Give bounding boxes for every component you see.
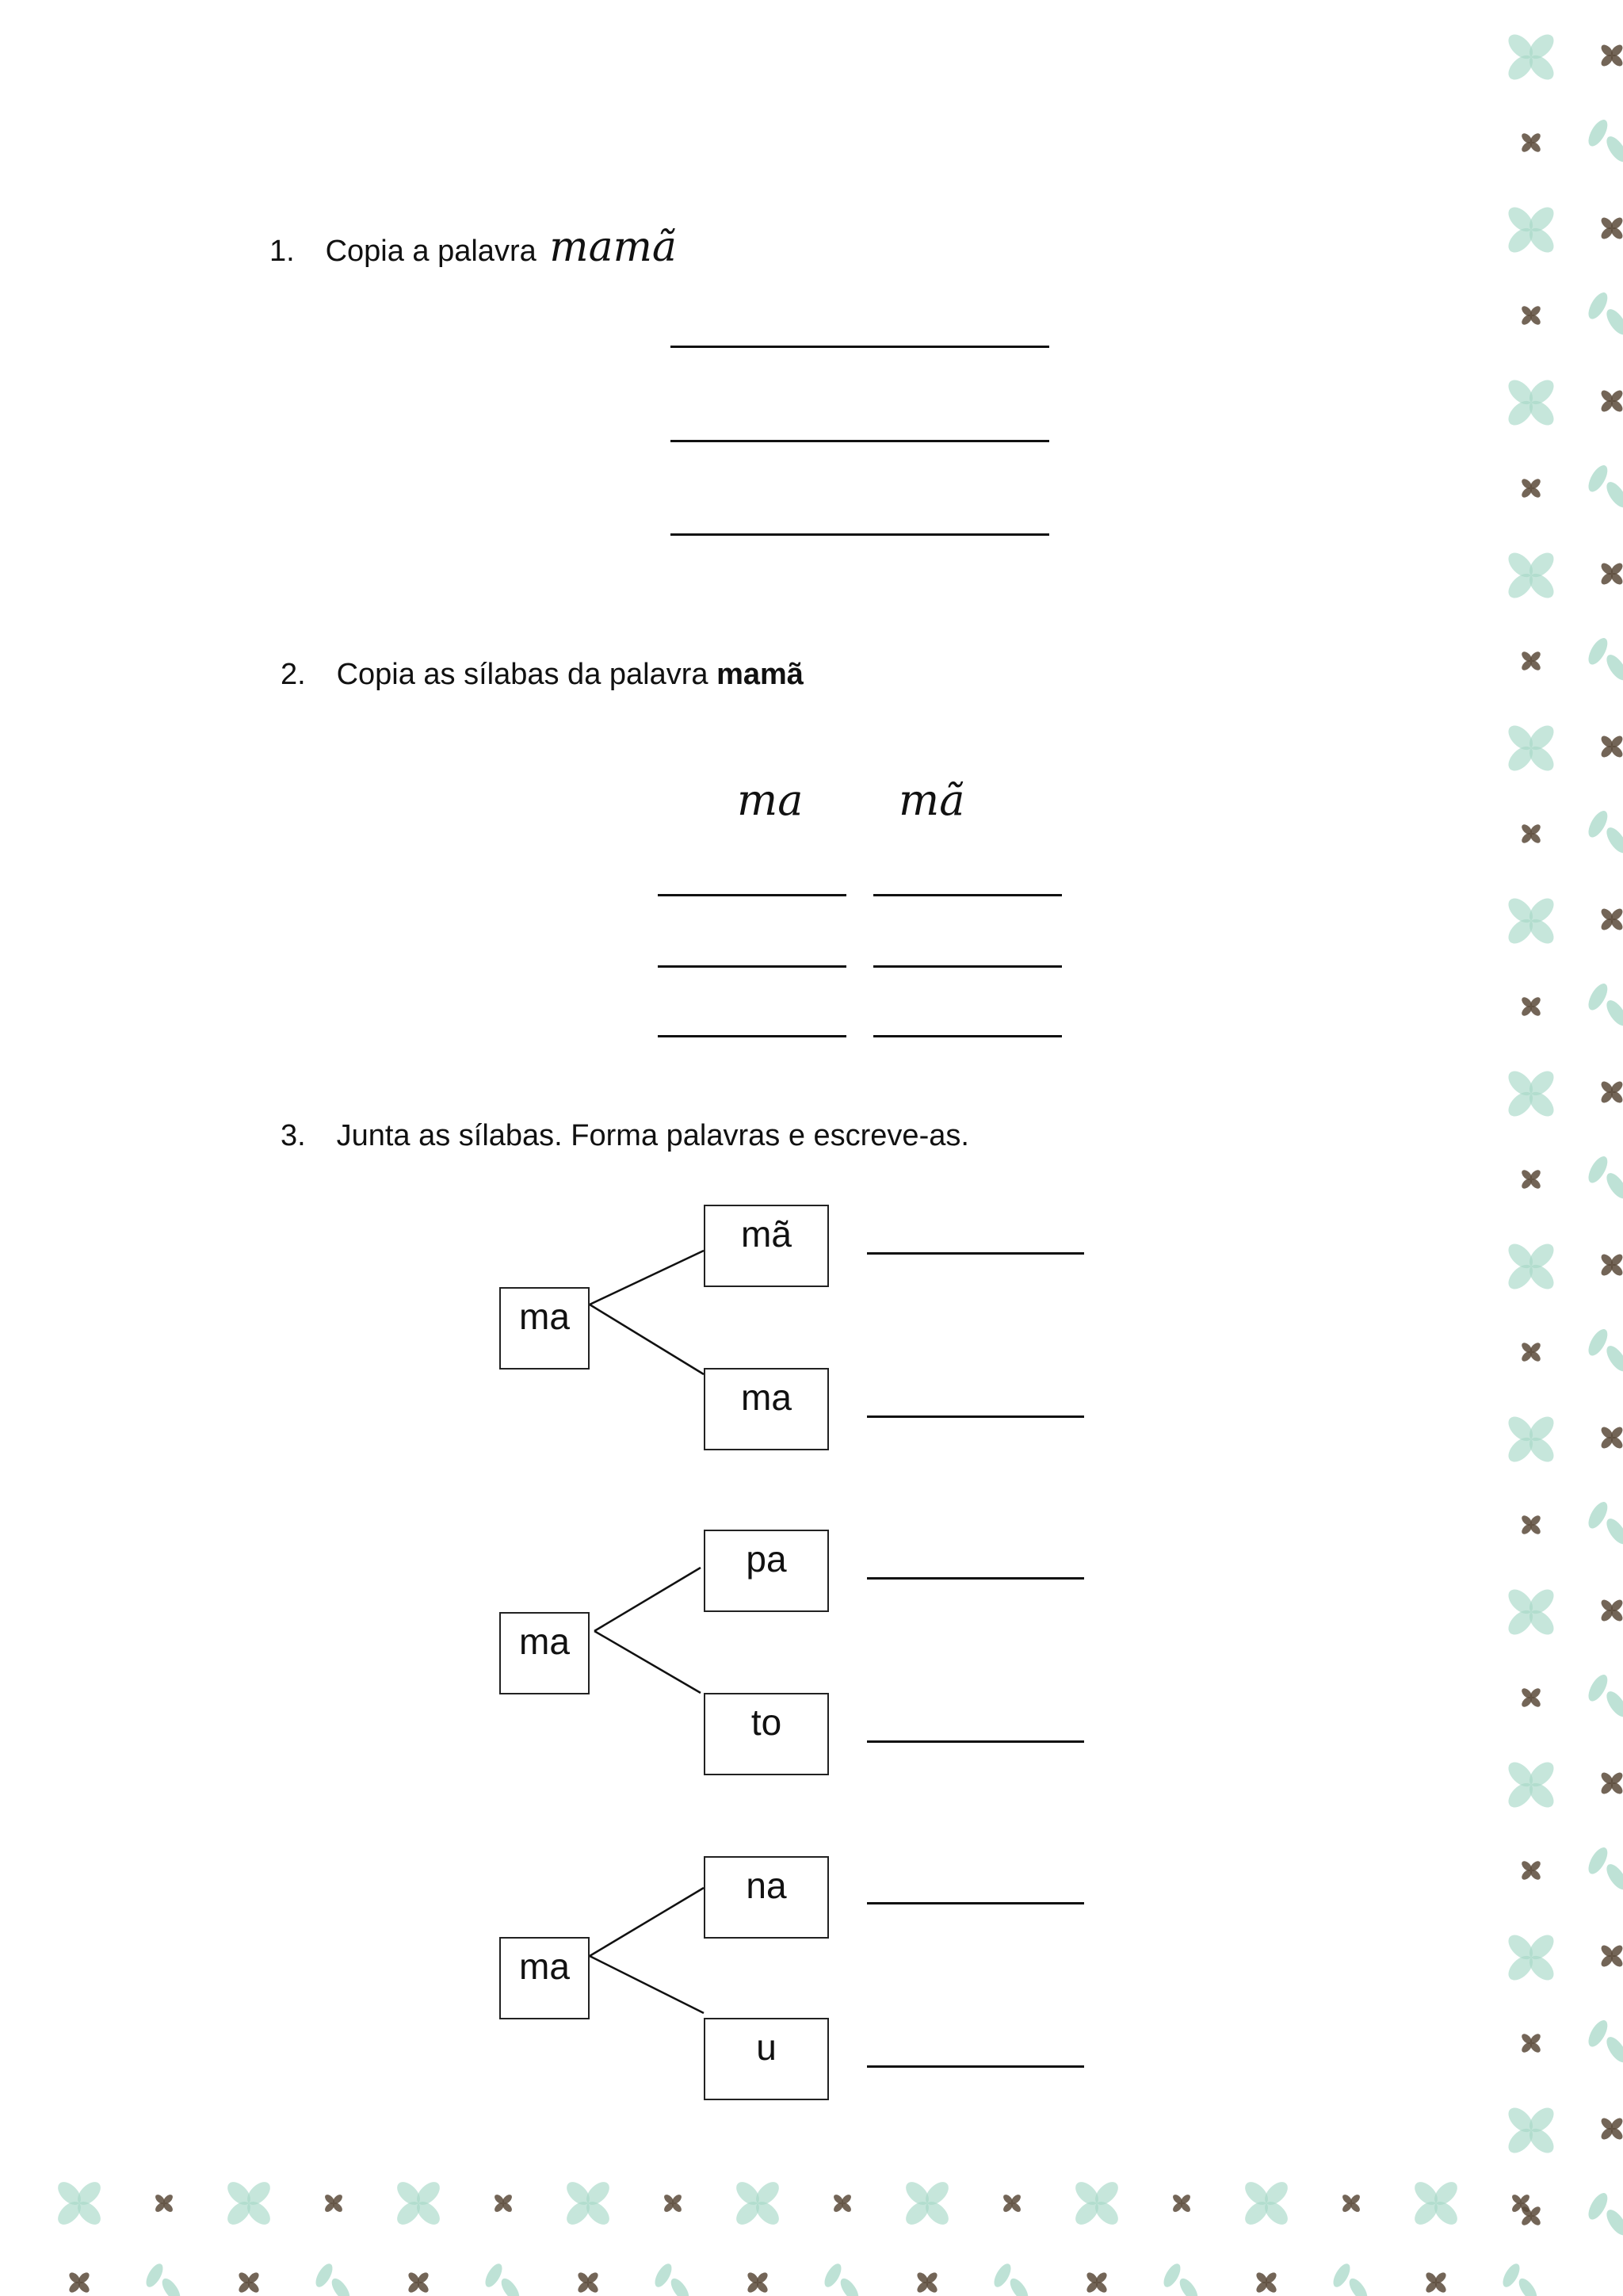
four-petal-flower-icon bbox=[1520, 823, 1542, 845]
leaf-sprig-icon bbox=[1585, 117, 1623, 165]
four-petal-flower-icon bbox=[915, 2271, 939, 2294]
leaf-sprig-icon bbox=[312, 2261, 353, 2296]
answer-line[interactable] bbox=[867, 1577, 1084, 1580]
writing-line[interactable] bbox=[658, 965, 846, 968]
question-2 bbox=[281, 658, 804, 692]
four-petal-flower-icon bbox=[663, 2193, 683, 2214]
leaf-sprig-icon bbox=[1585, 1671, 1623, 1720]
leaf-sprig-icon bbox=[991, 2261, 1031, 2296]
four-petal-flower-icon bbox=[1520, 2032, 1542, 2054]
four-petal-flower-icon bbox=[1520, 1341, 1542, 1363]
four-petal-flower-icon bbox=[1071, 2178, 1122, 2229]
four-petal-flower-icon bbox=[1504, 2103, 1558, 2157]
root-syllable-box: ma bbox=[499, 1612, 590, 1694]
four-petal-flower-icon bbox=[154, 2193, 174, 2214]
four-petal-flower-icon bbox=[1599, 1771, 1623, 1796]
four-petal-flower-icon bbox=[1520, 304, 1542, 327]
leaf-sprig-icon bbox=[1585, 1326, 1623, 1374]
writing-line[interactable] bbox=[873, 1035, 1062, 1037]
four-petal-flower-icon bbox=[1504, 1240, 1558, 1293]
four-petal-flower-icon bbox=[1504, 894, 1558, 948]
four-petal-flower-icon bbox=[1171, 2193, 1192, 2214]
leaf-sprig-icon bbox=[1585, 462, 1623, 510]
answer-line[interactable] bbox=[867, 2065, 1084, 2068]
four-petal-flower-icon bbox=[576, 2271, 600, 2294]
four-petal-flower-icon bbox=[1510, 2193, 1531, 2214]
four-petal-flower-icon bbox=[1599, 561, 1623, 586]
question-1-word: mamã bbox=[549, 223, 677, 271]
four-petal-flower-icon bbox=[832, 2193, 853, 2214]
question-3-number: 3. bbox=[281, 1119, 306, 1152]
question-3-text: Junta as sílabas. Forma palavras e escreve-as. bbox=[336, 1119, 969, 1152]
writing-line[interactable] bbox=[658, 1035, 846, 1037]
writing-line[interactable] bbox=[873, 894, 1062, 896]
four-petal-flower-icon bbox=[1520, 650, 1542, 672]
four-petal-flower-icon bbox=[1520, 1514, 1542, 1536]
four-petal-flower-icon bbox=[1002, 2193, 1022, 2214]
leaf-sprig-icon bbox=[1499, 2261, 1540, 2296]
leaf-sprig-icon bbox=[1330, 2261, 1370, 2296]
branch-syllable-box: u bbox=[704, 2018, 829, 2100]
four-petal-flower-icon bbox=[1254, 2271, 1278, 2294]
four-petal-flower-icon bbox=[1599, 216, 1623, 241]
four-petal-flower-icon bbox=[1504, 203, 1558, 257]
four-petal-flower-icon bbox=[746, 2271, 769, 2294]
writing-line[interactable] bbox=[670, 346, 1049, 348]
branch-syllable-box: to bbox=[704, 1693, 829, 1775]
four-petal-flower-icon bbox=[67, 2271, 91, 2294]
writing-line[interactable] bbox=[670, 533, 1049, 536]
four-petal-flower-icon bbox=[1520, 1859, 1542, 1881]
four-petal-flower-icon bbox=[54, 2178, 105, 2229]
question-1 bbox=[269, 223, 677, 271]
syllable-ma: ma bbox=[737, 775, 804, 825]
root-syllable-box: ma bbox=[499, 1937, 590, 2019]
four-petal-flower-icon bbox=[1599, 1425, 1623, 1450]
four-petal-flower-icon bbox=[1520, 477, 1542, 499]
leaf-sprig-icon bbox=[1585, 1499, 1623, 1547]
leaf-sprig-icon bbox=[1160, 2261, 1201, 2296]
leaf-sprig-icon bbox=[482, 2261, 522, 2296]
four-petal-flower-icon bbox=[1341, 2193, 1361, 2214]
answer-line[interactable] bbox=[867, 1740, 1084, 1743]
leaf-sprig-icon bbox=[1585, 635, 1623, 683]
four-petal-flower-icon bbox=[1599, 1252, 1623, 1278]
four-petal-flower-icon bbox=[1504, 30, 1558, 84]
answer-line[interactable] bbox=[867, 1415, 1084, 1418]
four-petal-flower-icon bbox=[1520, 1687, 1542, 1709]
four-petal-flower-icon bbox=[1504, 548, 1558, 602]
four-petal-flower-icon bbox=[1504, 1758, 1558, 1812]
question-1-text: Copia a palavra bbox=[325, 235, 537, 268]
four-petal-flower-icon bbox=[902, 2178, 953, 2229]
four-petal-flower-icon bbox=[1504, 1931, 1558, 1985]
four-petal-flower-icon bbox=[1504, 1067, 1558, 1121]
four-petal-flower-icon bbox=[1424, 2271, 1448, 2294]
leaf-sprig-icon bbox=[1585, 2017, 1623, 2065]
four-petal-flower-icon bbox=[1520, 1168, 1542, 1190]
leaf-sprig-icon bbox=[821, 2261, 861, 2296]
four-petal-flower-icon bbox=[1599, 1943, 1623, 1969]
four-petal-flower-icon bbox=[1599, 2116, 1623, 2141]
question-2-text: Copia as sílabas da palavra bbox=[336, 658, 708, 691]
leaf-sprig-icon bbox=[651, 2261, 692, 2296]
question-2-number: 2. bbox=[281, 658, 306, 691]
leaf-sprig-icon bbox=[1585, 1153, 1623, 1201]
four-petal-flower-icon bbox=[493, 2193, 514, 2214]
branch-syllable-box: na bbox=[704, 1856, 829, 1939]
writing-line[interactable] bbox=[873, 965, 1062, 968]
four-petal-flower-icon bbox=[1520, 132, 1542, 154]
four-petal-flower-icon bbox=[1504, 376, 1558, 430]
four-petal-flower-icon bbox=[323, 2193, 344, 2214]
four-petal-flower-icon bbox=[223, 2178, 274, 2229]
syllable-ma-tilde: mã bbox=[899, 775, 965, 825]
question-3 bbox=[281, 1119, 969, 1153]
writing-line[interactable] bbox=[670, 440, 1049, 442]
four-petal-flower-icon bbox=[1241, 2178, 1292, 2229]
branch-syllable-box: pa bbox=[704, 1530, 829, 1612]
four-petal-flower-icon bbox=[1520, 995, 1542, 1018]
four-petal-flower-icon bbox=[732, 2178, 783, 2229]
four-petal-flower-icon bbox=[1599, 1598, 1623, 1623]
question-2-word: mamã bbox=[716, 658, 804, 691]
answer-line[interactable] bbox=[867, 1902, 1084, 1904]
four-petal-flower-icon bbox=[407, 2271, 430, 2294]
branch-syllable-box: mã bbox=[704, 1205, 829, 1287]
four-petal-flower-icon bbox=[1504, 1412, 1558, 1466]
leaf-sprig-icon bbox=[1585, 289, 1623, 338]
four-petal-flower-icon bbox=[1599, 734, 1623, 759]
four-petal-flower-icon bbox=[1411, 2178, 1461, 2229]
four-petal-flower-icon bbox=[393, 2178, 444, 2229]
four-petal-flower-icon bbox=[1085, 2271, 1109, 2294]
leaf-sprig-icon bbox=[1585, 980, 1623, 1029]
four-petal-flower-icon bbox=[237, 2271, 261, 2294]
leaf-sprig-icon bbox=[1585, 1844, 1623, 1893]
answer-line[interactable] bbox=[867, 1252, 1084, 1255]
question-1-number: 1. bbox=[269, 235, 295, 268]
four-petal-flower-icon bbox=[1599, 1079, 1623, 1105]
four-petal-flower-icon bbox=[563, 2178, 613, 2229]
branch-syllable-box: ma bbox=[704, 1368, 829, 1450]
leaf-sprig-icon bbox=[143, 2261, 183, 2296]
four-petal-flower-icon bbox=[1599, 388, 1623, 414]
four-petal-flower-icon bbox=[1599, 907, 1623, 932]
writing-line[interactable] bbox=[658, 894, 846, 896]
four-petal-flower-icon bbox=[1504, 721, 1558, 775]
leaf-sprig-icon bbox=[1585, 2190, 1623, 2238]
root-syllable-box: ma bbox=[499, 1287, 590, 1370]
four-petal-flower-icon bbox=[1504, 1585, 1558, 1639]
leaf-sprig-icon bbox=[1585, 808, 1623, 856]
four-petal-flower-icon bbox=[1599, 43, 1623, 68]
